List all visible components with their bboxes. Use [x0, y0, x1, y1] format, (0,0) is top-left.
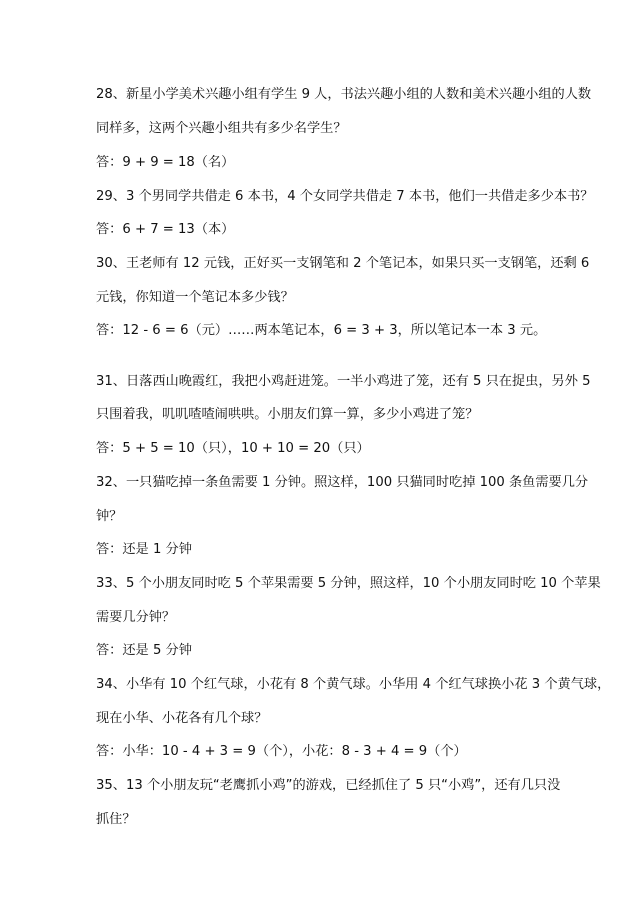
question-35-line-1: 35、13 个小朋友玩“老鹰抓小鸡”的游戏，已经抓住了 5 只“小鸡”，还有几只没 [96, 778, 561, 793]
question-31-line-2: 只围着我，叽叽喳喳闹哄哄。小朋友们算一算，多少小鸡进了笼？ [96, 407, 479, 422]
answer-28: 答：9 + 9 = 18（名） [96, 155, 235, 170]
answer-33: 答：还是 5 分钟 [96, 643, 192, 658]
answer-34: 答：小华：10 - 4 + 3 = 9（个），小花：8 - 3 + 4 = 9（个） [96, 744, 467, 759]
question-28-line-2: 同样多，这两个兴趣小组共有多少名学生？ [96, 121, 347, 136]
question-29: 29、3 个男同学共借走 6 本书，4 个女同学共借走 7 本书，他们一共借走多少本书？ [96, 189, 594, 204]
question-35-line-2: 抓住？ [96, 812, 136, 827]
question-33-line-2: 需要几分钟？ [96, 610, 176, 625]
question-34-line-1: 34、小华有 10 个红气球，小花有 8 个黄气球。小华用 4 个红气球换小花 3 个黄气球， [96, 677, 611, 692]
answer-30: 答：12 - 6 = 6（元）……两本笔记本，6 = 3 + 3，所以笔记本一本 3 元。 [96, 323, 547, 338]
question-31-line-1: 31、日落西山晚霞红，我把小鸡赶进笼。一半小鸡进了笼，还有 5 只在捉虫，另外 5 [96, 374, 591, 389]
answer-32: 答：还是 1 分钟 [96, 542, 192, 557]
question-28-line-1: 28、新星小学美术兴趣小组有学生 9 人，书法兴趣小组的人数和美术兴趣小组的人数 [96, 87, 592, 102]
question-30-line-1: 30、王老师有 12 元钱，正好买一支钢笔和 2 个笔记本，如果只买一支钢笔，还剩 6 [96, 256, 590, 271]
question-30-line-2: 元钱，你知道一个笔记本多少钱？ [96, 290, 294, 305]
question-32-line-2: 钟？ [96, 509, 123, 524]
question-33-line-1: 33、5 个小朋友同时吃 5 个苹果需要 5 分钟，照这样，10 个小朋友同时吃 10 个苹果 [96, 576, 601, 591]
question-32-line-1: 32、一只猫吃掉一条鱼需要 1 分钟。照这样，100 只猫同时吃掉 100 条鱼需要几分 [96, 475, 589, 490]
question-34-line-2: 现在小华、小花各有几个球？ [96, 711, 268, 726]
answer-29: 答：6 + 7 = 13（本） [96, 222, 235, 237]
answer-31: 答：5 + 5 = 10（只），10 + 10 = 20（只） [96, 441, 370, 456]
